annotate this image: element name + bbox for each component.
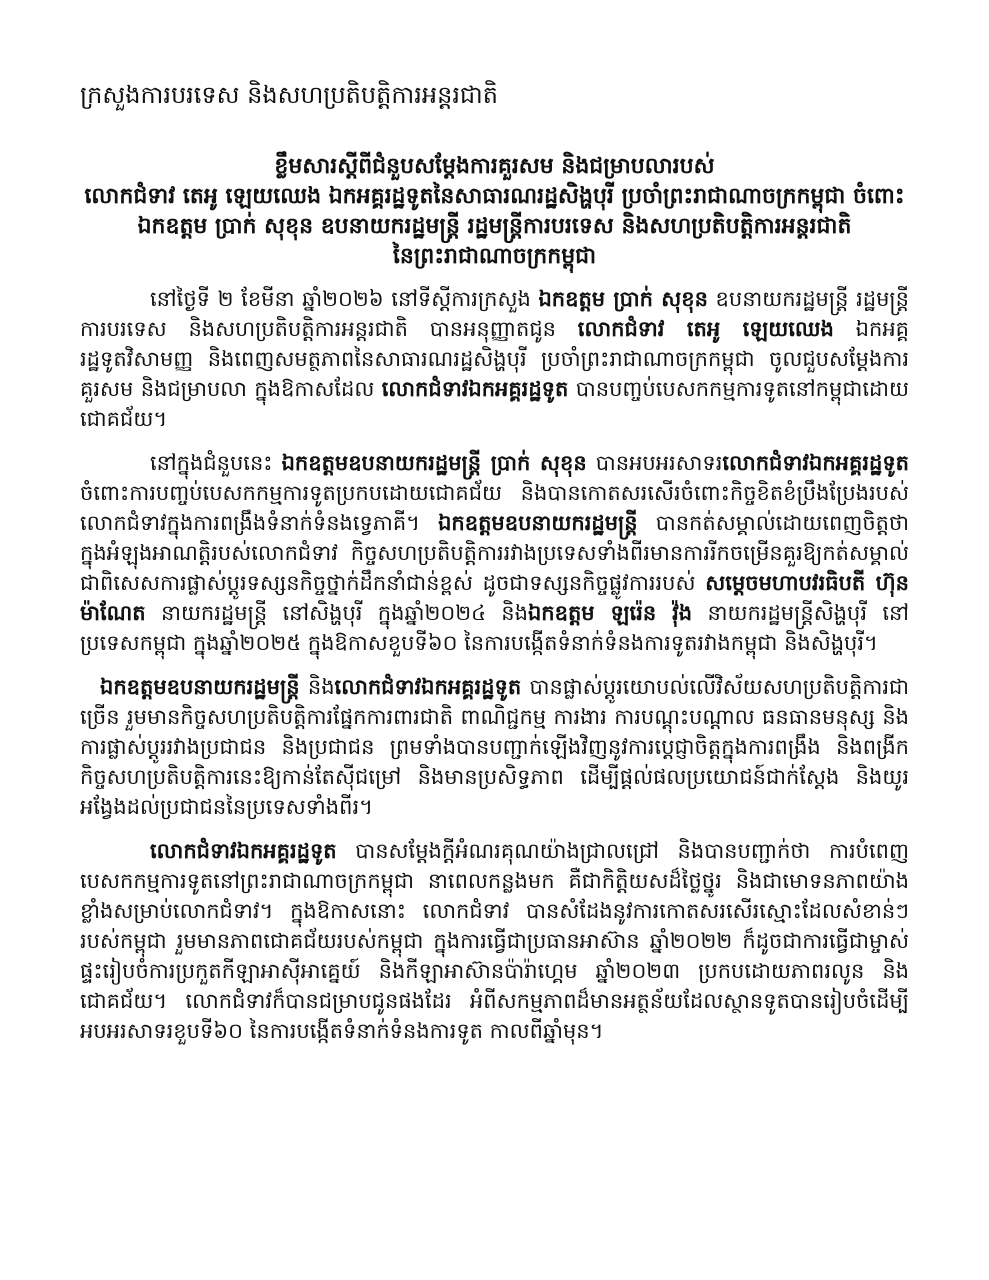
text-span: បានកត់សម្គាល់ដោយពេញចិត្តថា ក្នុងអំឡុងអាណត្តិរបស់លោកជំទាវ កិច្ចសហប្រតិបត្តិការរវាងប្រទេសទាំងពីរមានការរីកចម្រើនគួរឱ្យកត់សម្គាល់ ជាពិសេសការផ្លាស់ប្ដូរទស្សនកិច្ចថ្នាក់ដឹកនាំជាន់ខ្ពស់ ដូចជាទស្សនកិច្ចផ្លូវការរបស់ [80, 511, 909, 595]
bold-name: ឯកឧត្ដមឧបនាយករដ្ឋមន្ត្រី [100, 675, 300, 699]
bold-name: សម្ដេចមហាបវរធិបតី ហ៊ុន ម៉ាណែត [80, 571, 909, 625]
text-span: នាយករដ្ឋមន្ត្រី នៅសិង្ហបុរី ក្នុងឆ្នាំ២០២៤ និង [145, 601, 528, 625]
bold-name: ឯកឧត្ដមឧបនាយករដ្ឋមន្ត្រី ប្រាក់ សុខុន [281, 451, 587, 475]
title-line: នៃព្រះរាជាណាចក្រកម្ពុជា [392, 244, 597, 269]
bold-name: ឯកឧត្ដមឧបនាយករដ្ឋមន្ត្រី [438, 511, 638, 535]
title-line: ខ្លឹមសារស្ដីពីជំនួបសម្ដែងការគួរសម និងជម្រាបលារបស់ [274, 154, 715, 179]
text-span: នៅថ្ងៃទី ២ ខែមីនា ឆ្នាំ២០២៦ នៅទីស្ដីការក្រសួង [150, 287, 539, 311]
bold-name: លោកជំទាវ តេអូ ឡេយឈេង [577, 317, 834, 341]
paragraph-3 [80, 672, 909, 822]
paragraph-1 [80, 284, 909, 434]
bold-name: ឯកឧត្ដម ប្រាក់ សុខុន [538, 287, 708, 311]
bold-name: ឯកឧត្ដម ឡរ៉េន វ៉ុង [527, 601, 693, 625]
bold-name: លោកជំទាវឯកអគ្គរដ្ឋទូត [381, 377, 569, 401]
text-span: នៅក្នុងជំនួបនេះ [150, 451, 282, 475]
text-span: បានសម្ដែងក្ដីអំណរគុណយ៉ាងជ្រាលជ្រៅ និងបានបញ្ជាក់ថា ការបំពេញបេសកកម្មការទូតនៅព្រះរាជាណាចក្រកម្ពុជា នាពេលកន្លងមក គឺជាកិត្តិយសដ៏ថ្លៃថ្នូរ និងជាមោទនភាពយ៉ាងខ្លាំងសម្រាប់លោកជំទាវ។ ក្នុងឱកាសនោះ លោកជំទាវ បានសំដែងនូវការកោតសរសើរស្មោះដែលសំខាន់ៗរបស់កម្ពុជា រួមមានភាពជោគជ័យរបស់កម្ពុជា ក្នុងការធ្វើជាប្រធានអាស៊ាន ឆ្នាំ២០២២ ក៏ដូចជាការធ្វើជាម្ចាស់ផ្ទះរៀបចំការប្រកួតកីឡាអាស៊ីអាគ្នេយ៍ និងកីឡាអាស៊ានប៉ារ៉ាហ្គេម ឆ្នាំ២០២៣ ប្រកបដោយភាពរលូន និងជោគជ័យ។ លោកជំទាវក៏បានជម្រាបជូនផងដែរ អំពីសកម្មភាពដ៏មានអត្ថន័យដែលស្ថានទូតបានរៀបចំដើម្បីអបអរសាទរខួបទី៦០ នៃការបង្កើតទំនាក់ទំនងការទូត កាលពីឆ្នាំមុន។ [80, 839, 909, 1043]
document-title [80, 152, 909, 272]
text-span: ចំពោះការបញ្ចប់បេសកកម្មការទូតប្រកបដោយជោគជ័យ និងបានកោតសរសើរចំពោះកិច្ចខិតខំប្រឹងប្រែងរបស់លោកជំទាវក្នុងការពង្រឹងទំនាក់ទំនងទ្វេភាគី។ [80, 481, 909, 535]
bold-name: លោកជំទាវឯកអគ្គរដ្ឋទូត [334, 675, 522, 699]
text-span: បានអបអរសាទរ [586, 451, 723, 475]
text-span: បានបញ្ចប់បេសកកម្មការទូតនៅកម្ពុជាដោយជោគជ័យ។ [80, 377, 909, 431]
text-span: បានផ្លាស់ប្ដូរយោបល់លើវិស័យសហប្រតិបត្តិការជាច្រើន រួមមានកិច្ចសហប្រតិបត្តិការផ្នែកការពារជាតិ ពាណិជ្ជកម្ម ការងារ ការបណ្ដុះបណ្ដាល ធនធានមនុស្ស និងការផ្លាស់ប្ដូររវាងប្រជាជន និងប្រជាជន ព្រមទាំងបានបញ្ជាក់ឡើងវិញនូវការប្ដេជ្ញាចិត្តក្នុងការពង្រឹង និងពង្រីកកិច្ចសហប្រតិបត្តិការនេះឱ្យកាន់តែស៊ីជម្រៅ និងមានប្រសិទ្ធភាព ដើម្បីផ្ដល់ផលប្រយោជន៍ជាក់ស្ដែង និងយូរអង្វែងដល់ប្រជាជននៃប្រទេសទាំងពីរ។ [80, 675, 909, 819]
ministry-header: ក្រសួងការបរទេស និងសហប្រតិបត្តិការអន្តរជាតិ [80, 81, 499, 109]
bold-name: លោកជំទាវឯកអគ្គរដ្ឋទូត [722, 451, 909, 475]
paragraph-2 [80, 448, 909, 658]
paragraph-4 [80, 836, 909, 1046]
title-line: ឯកឧត្ដម ប្រាក់ សុខុន ឧបនាយករដ្ឋមន្ត្រី រដ្ឋមន្ត្រីការបរទេស និងសហប្រតិបត្តិការអន្តរជាតិ [137, 214, 852, 239]
text-span: ឯកអគ្គរដ្ឋទូតវិសាមញ្ញ និងពេញសមត្ថភាពនៃសាធារណរដ្ឋសិង្ហបុរី ប្រចាំព្រះរាជាណាចក្រកម្ពុជា ចូលជួបសម្ដែងការគួរសម និងជម្រាបលា ក្នុងឱកាសដែល [80, 317, 910, 401]
text-span: ឧបនាយករដ្ឋមន្ត្រី រដ្ឋមន្ត្រីការបរទេស និងសហប្រតិបត្តិការអន្តរជាតិ បានអនុញ្ញាតជូន [80, 287, 909, 341]
text-span: នាយករដ្ឋមន្ត្រីសិង្ហបុរី នៅប្រទេសកម្ពុជា ក្នុងឆ្នាំ២០២៥ ក្នុងឱកាសខួបទី៦០ នៃការបង្កើតទំនាក់ទំនងការទូតរវាងកម្ពុជា និងសិង្ហបុរី។ [80, 601, 909, 655]
bold-name: លោកជំទាវឯកអគ្គរដ្ឋទូត [150, 839, 337, 863]
text-span: និង [299, 675, 335, 699]
title-line: លោកជំទាវ តេអូ ឡេយឈេង ឯកអគ្គរដ្ឋទូតនៃសាធារណរដ្ឋសិង្ហបុរី ប្រចាំព្រះរាជាណាចក្រកម្ពុជា ចំពោះ [84, 184, 905, 209]
